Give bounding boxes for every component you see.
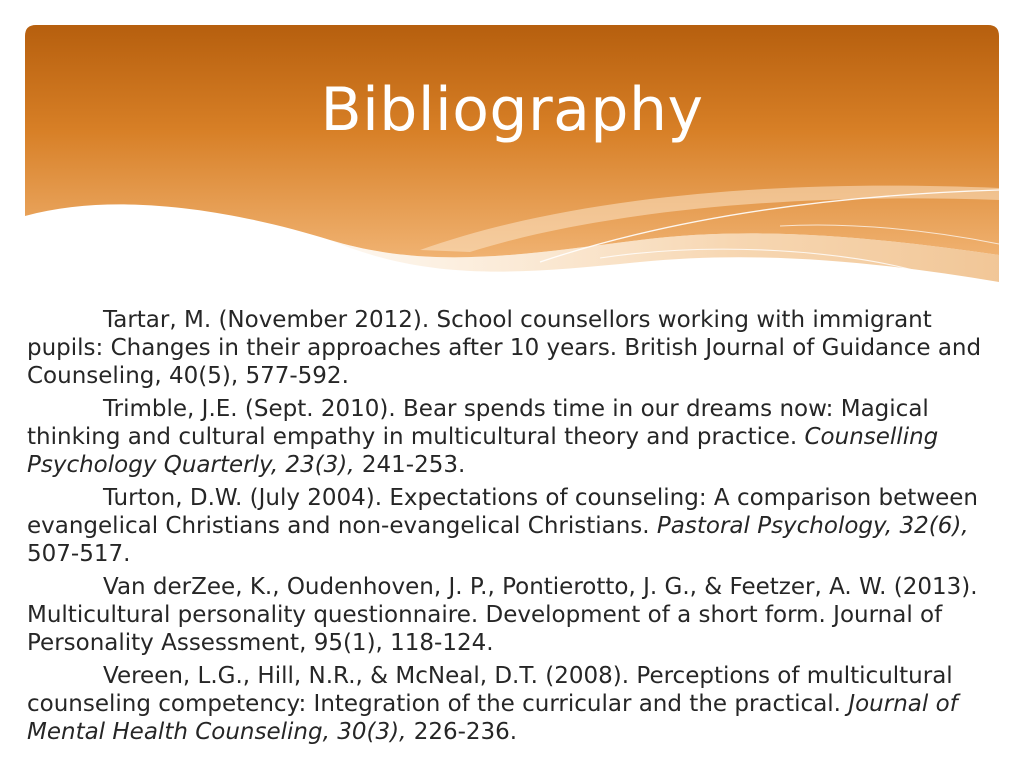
reference-item: Vereen, L.G., Hill, N.R., & McNeal, D.T. (2008). Perceptions of multicultural counseling competency: Integration of the curricular and the practical. Journal of Mental Health Counseling, 30(3), 226-236. [27,663,958,745]
bibliography-list [27,306,1002,751]
header-wave-band [0,0,1024,300]
reference-item: Tartar, M. (November 2012). School counsellors working with immigrant pupils: Changes in their approaches after 10 years. British Journal of Guidance and Counseling, 40(5), 577-592. [27,307,982,389]
slide-title: Bibliography [320,75,704,145]
reference-item: Trimble, J.E. (Sept. 2010). Bear spends time in our dreams now: Magical thinking and cultural empathy in multicultural theory and practice. Counselling Psychology Quarterly, 23(3), 241-253. [27,396,939,478]
reference-item: Van derZee, K., Oudenhoven, J. P., Pontierotto, J. G., & Feetzer, A. W. (2013). Multicultural personality questionnaire. Development of a short form. Journal of Personality Assessment, 95(1), 118-124. [27,574,978,656]
reference-item: Turton, D.W. (July 2004). Expectations of counseling: A comparison between evangelical Christians and non-evangelical Christians. Pastoral Psychology, 32(6), 507-517. [27,485,979,567]
